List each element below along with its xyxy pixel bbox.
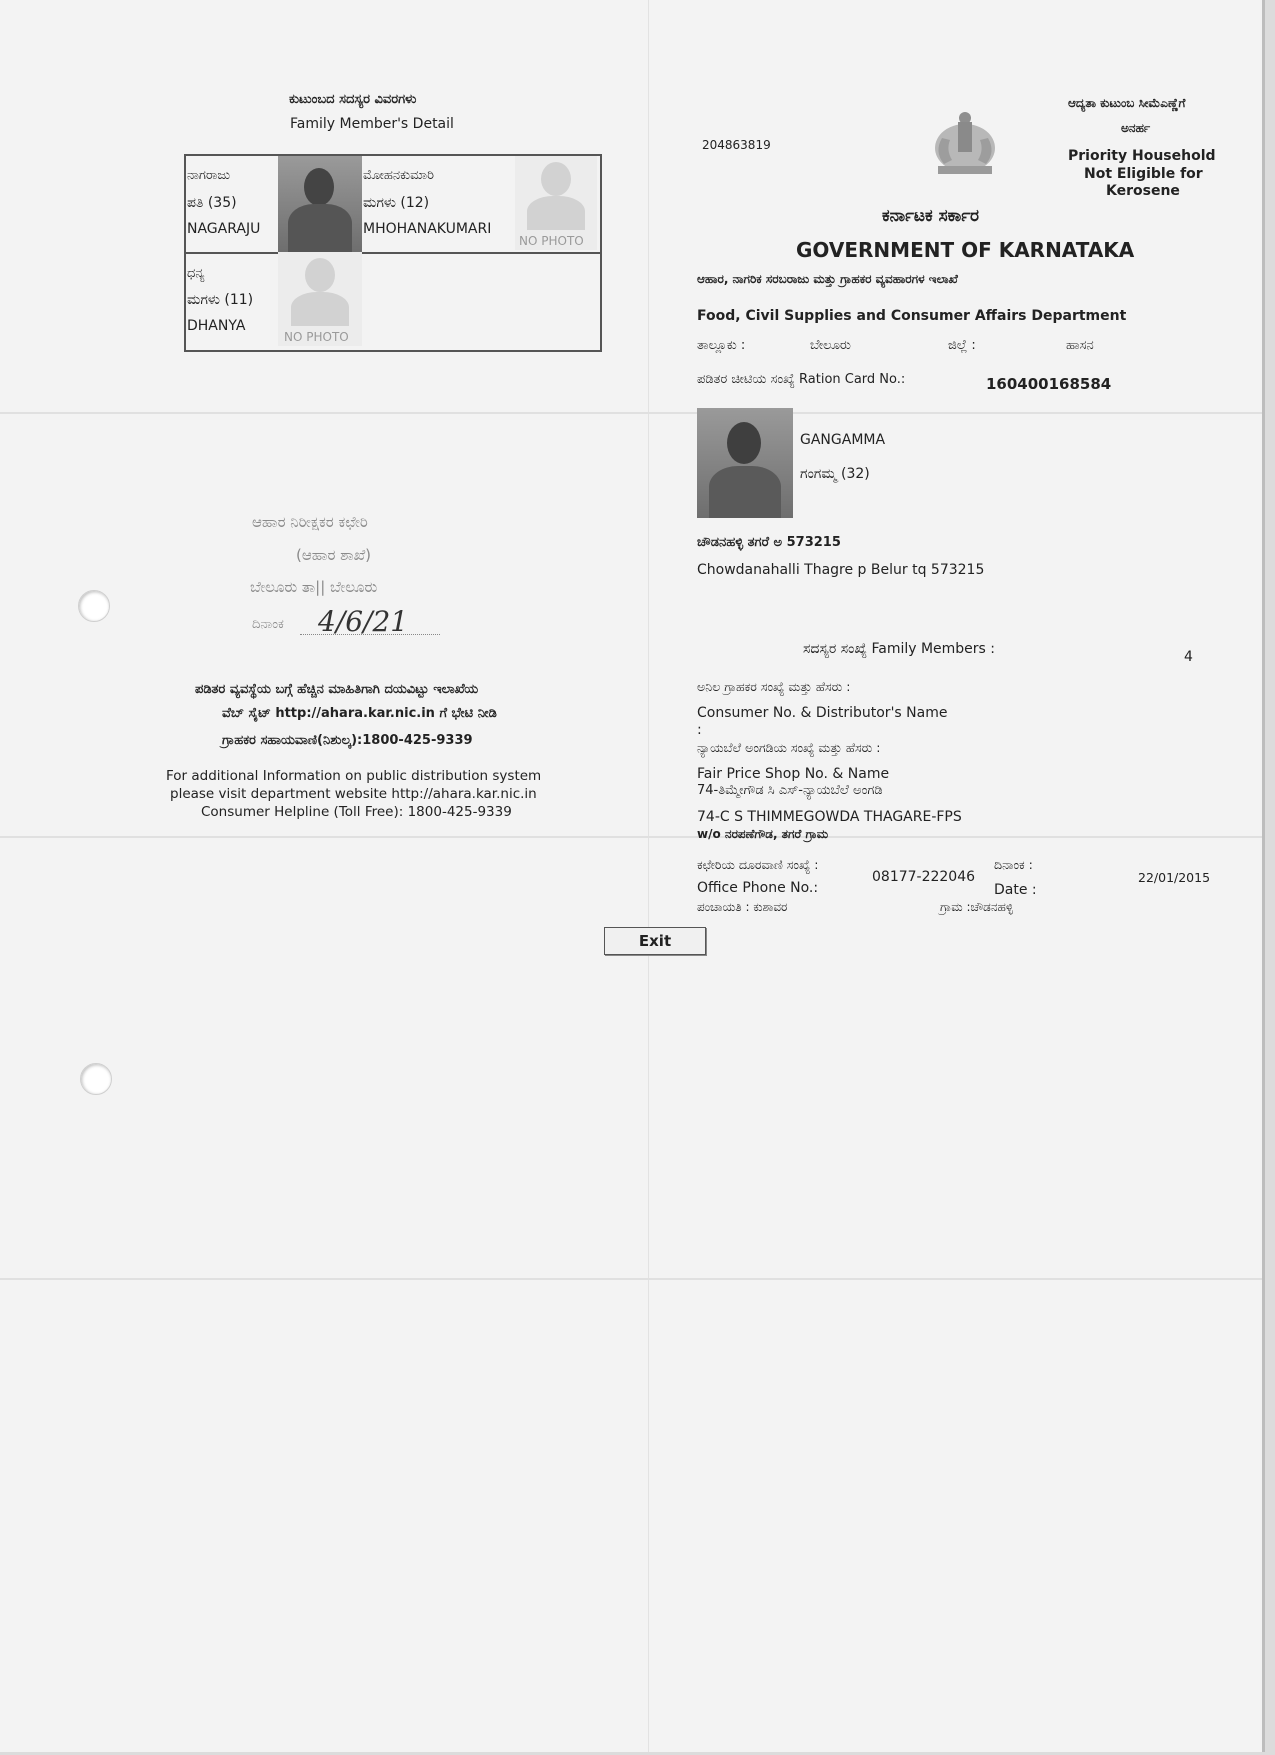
info-kannada: ಗ್ರಾಹಕರ ಸಹಾಯವಾಣಿ(ನಿಶುಲ್ಕ):1800-425-9339 [222, 733, 473, 748]
fold-line [0, 836, 1262, 838]
family-detail-heading: Family Member's Detail [290, 116, 454, 132]
exit-button[interactable]: Exit [604, 927, 706, 955]
stamp-line: ಬೇಲೂರು ತಾ|| ಬೇಲೂರು [250, 578, 378, 596]
family-detail-heading-kannada: ಕುಟುಂಬದ ಸದಸ್ಯರ ವಿವರಗಳು [289, 92, 417, 107]
stamp-line: ಆಹಾರ ನಿರೀಕ್ಷಕರ ಕಛೇರಿ [252, 513, 368, 531]
info-english: For additional Information on public distribution system [166, 768, 542, 784]
taluk-label: ತಾಲ್ಲೂಕು : [697, 338, 746, 353]
date-value: 22/01/2015 [1138, 870, 1211, 885]
member-relation: ಪತಿ (35) [187, 195, 237, 211]
category-english: Kerosene [1106, 183, 1180, 199]
fold-line-vertical [648, 0, 649, 1752]
village: ಗ್ರಾಮ :ಚೌಡನಹಳ್ಳಿ [940, 900, 1014, 914]
info-english: Consumer Helpline (Toll Free): 1800-425-9339 [201, 804, 512, 820]
date-label: Date : [994, 882, 1037, 898]
fps-value-extra: w/o ನರಪಣೆಗೌಡ, ತಗರೆ ಗ್ರಾಮ [697, 827, 829, 841]
member-relation: ಮಗಳು (11) [187, 292, 254, 308]
head-photo [697, 408, 793, 518]
date-label-kannada: ದಿನಾಂಕ : [994, 857, 1033, 872]
fps-label-kannada: ನ್ಯಾಯಬೆಲೆ ಅಂಗಡಿಯ ಸಂಖ್ಯೆ ಮತ್ತು ಹೆಸರು : [697, 740, 881, 755]
panchayat: ಪಂಚಾಯತಿ : ಕುಶಾವರ [697, 900, 788, 914]
punch-hole [80, 1063, 112, 1095]
dept-kannada: ಆಹಾರ, ನಾಗರಿಕ ಸರಬರಾಜು ಮತ್ತು ಗ್ರಾಹಕರ ವ್ಯವಹಾರಗಳ ಇಲಾಖೆ [697, 272, 958, 286]
govt-title-kannada: ಕರ್ನಾಟಕ ಸರ್ಕಾರ [882, 206, 980, 226]
district-value: ಹಾಸನ [1066, 338, 1094, 353]
fold-line [0, 412, 1262, 414]
stamp-date-label: ದಿನಾಂಕ [252, 617, 284, 632]
member-name: NAGARAJU [187, 221, 261, 237]
member-name-kannada: ಧನ್ಯ [187, 266, 205, 281]
address-kannada: ಚೌಡನಹಳ್ಳಿ ತಗರೆ ಅ 573215 [697, 535, 841, 550]
member-name: MHOHANAKUMARI [363, 221, 492, 237]
fps-value-kannada: 74-ತಿಮ್ಮೇಗೌಡ ಸಿ ಎಸ್-ನ್ಯಾಯಬೆಲೆ ಅಂಗಡಿ [697, 783, 883, 798]
ration-card-number: 160400168584 [986, 375, 1112, 393]
fold-line [0, 1278, 1262, 1280]
ration-card-label: ಪಡಿತರ ಚೀಟಿಯ ಸಂಖ್ಯೆ Ration Card No.: [697, 372, 906, 387]
category-english: Not Eligible for [1084, 166, 1203, 182]
no-photo-placeholder: NO PHOTO [278, 252, 362, 346]
head-name-kannada: ಗಂಗಮ್ಮ (32) [800, 466, 870, 482]
consumer-value: : [697, 722, 702, 738]
office-phone-value: 08177-222046 [872, 869, 976, 885]
consumer-label-kannada: ಅನಿಲ ಗ್ರಾಹಕರ ಸಂಖ್ಯೆ ಮತ್ತು ಹೆಸರು : [697, 679, 851, 694]
member-name: DHANYA [187, 318, 246, 334]
member-photo [278, 156, 362, 252]
family-members-label: ಸದಸ್ಯರ ಸಂಖ್ಯೆ Family Members : [803, 641, 996, 657]
category-kannada: ಆದ್ಯತಾ ಕುಟುಂಬ ಸೀಮೆಎಣ್ಣೆಗೆ [1068, 96, 1186, 110]
category-english: Priority Household [1068, 148, 1216, 164]
info-kannada: ಪಡಿತರ ವ್ಯವಸ್ಥೆಯ ಬಗ್ಗೆ ಹೆಚ್ಚಿನ ಮಾಹಿತಿಗಾಗಿ ದಯವಿಟ್ಟು ಇಲಾಖೆಯ [195, 682, 479, 697]
category-kannada: ಅನರ್ಹ [1121, 121, 1151, 135]
stamp-date-handwritten: 4/6/21 [318, 605, 409, 638]
office-phone-label: Office Phone No.: [697, 880, 819, 896]
head-name: GANGAMMA [800, 432, 886, 448]
address: Chowdanahalli Thagre p Belur tq 573215 [697, 562, 985, 578]
info-kannada: ವೆಬ್ ಸೈಟ್ http://ahara.kar.nic.in ಗೆ ಭೇಟಿ ನೀಡಿ [222, 706, 497, 721]
member-name-kannada: ಮೋಹನಕುಮಾರಿ [363, 168, 434, 183]
stamp-line: (ಆಹಾರ ಶಾಖೆ) [296, 546, 372, 564]
member-relation: ಮಗಳು (12) [363, 195, 430, 211]
govt-title: GOVERNMENT OF KARNATAKA [796, 238, 1135, 262]
card-id: 204863819 [702, 138, 771, 152]
info-english: please visit department website http://ahara.kar.nic.in [170, 786, 537, 802]
taluk-value: ಬೇಲೂರು [810, 338, 851, 353]
karnataka-emblem-icon [928, 108, 1002, 182]
fps-label: Fair Price Shop No. & Name [697, 766, 890, 782]
district-label: ಜಿಲ್ಲೆ : [948, 338, 976, 353]
fps-value: 74-C S THIMMEGOWDA THAGARE-FPS [697, 809, 962, 825]
stamp-date-line [300, 634, 440, 635]
punch-hole [78, 590, 110, 622]
family-members-count: 4 [1184, 649, 1193, 665]
no-photo-placeholder: NO PHOTO [515, 156, 597, 250]
consumer-label: Consumer No. & Distributor's Name [697, 705, 948, 721]
office-phone-label-kannada: ಕಛೇರಿಯ ದೂರವಾಣಿ ಸಂಖ್ಯೆ : [697, 857, 819, 872]
member-name-kannada: ನಾಗರಾಜು [187, 168, 231, 183]
dept-name: Food, Civil Supplies and Consumer Affairs Department [697, 308, 1127, 324]
